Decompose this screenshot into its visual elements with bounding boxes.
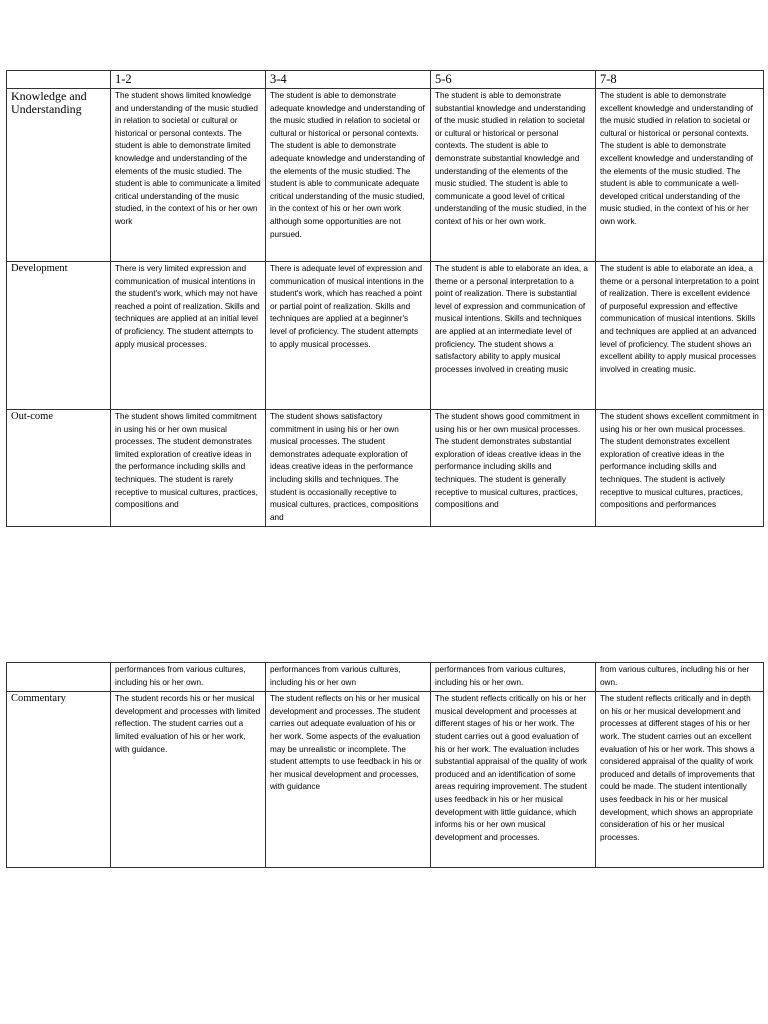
table-cell: The student reflects on his or her musical development and processes. The student carries out adequate evaluation of his or her work. Some aspects of the evaluation may be unrealistic or incomplete. The student attempts to use feedback in his or her musical development and processes, with guidance	[266, 692, 431, 868]
header-corner-cell	[7, 71, 111, 89]
rubric-table-continued	[6, 662, 764, 868]
table-cell: The student is able to elaborate an idea, a theme or a personal interpretation to a point of realization. There is substantial level of expression and communication of musical intentions. Skills and techniques are applied at an intermediate level of proficiency. The student shows a satisfactory ability to apply musical processes involved in creating music	[431, 262, 596, 410]
row-label-outcome: Out-come	[7, 410, 111, 527]
table-cell: There is very limited expression and communication of musical intentions in the student's work, which may not have reached a point of realization. Skills and techniques are applied at an initial level of proficiency. The student attempts to apply musical processes.	[111, 262, 266, 410]
column-header-5-6: 5-6	[431, 71, 596, 89]
table-cell: The student is able to demonstrate substantial knowledge and understanding of the music studied in relation to societal or cultural or historical or personal contexts. The student is able to demonstrate substantial knowledge and understanding of the elements of the music studied. The student is able to communicate a good level of critical understanding of the music studied, in the context of his or her own work.	[431, 89, 596, 262]
table-cell: There is adequate level of expression and communication of musical intentions in the student's work, which has reached a point or partial point of realization. Skills and techniques are applied at a beginner's level of proficiency. The student attempts to apply musical processes.	[266, 262, 431, 410]
row-label-development: Development	[7, 262, 111, 410]
column-header-7-8: 7-8	[596, 71, 764, 89]
table-row	[7, 89, 764, 262]
row-label-knowledge: Knowledge and Understanding	[7, 89, 111, 262]
table-cell: performances from various cultures, including his or her own.	[431, 663, 596, 692]
column-header-3-4: 3-4	[266, 71, 431, 89]
table-cell: The student shows good commitment in using his or her own musical processes. The student demonstrates substantial exploration of ideas creative ideas in the performance including skills and techniques. The student is generally receptive to musical cultures, practices, compositions and	[431, 410, 596, 527]
rubric-table-top	[6, 70, 764, 527]
table-cell: performances from various cultures, including his or her own.	[111, 663, 266, 692]
table-cell: The student records his or her musical development and processes with limited reflection. The student carries out a limited evaluation of his or her work, with guidance.	[111, 692, 266, 868]
table-cell: performances from various cultures, including his or her own	[266, 663, 431, 692]
table-cell: The student reflects critically on his or her musical development and processes at different stages of his or her work. The student carries out a good evaluation of his or her work. The evaluation includes substantial appraisal of the quality of work produced and an identification of some areas requiring improvement. The student uses feedback in his or her musical development with little guidance, which informs his or her own musical development and processes.	[431, 692, 596, 868]
row-label-continued	[7, 663, 111, 692]
table-row	[7, 410, 764, 527]
table-row	[7, 692, 764, 868]
table-cell: The student shows satisfactory commitment in using his or her own musical processes. The student demonstrates adequate exploration of ideas creative ideas in the performance including skills and techniques. The student is occasionally receptive to musical cultures, practices, compositions and	[266, 410, 431, 527]
table-cell: The student shows limited knowledge and understanding of the music studied in relation to societal or cultural or historical or personal contexts. The student is able to demonstrate limited knowledge and understanding of the elements of the music studied. The student is able to communicate a limited critical understanding of the music studied, in the context of his or her own work	[111, 89, 266, 262]
table-row	[7, 663, 764, 692]
table-cell: The student shows limited commitment in using his or her own musical processes. The student demonstrates limited exploration of creative ideas in the performance including skills and techniques. The student is rarely receptive to musical cultures, practices, compositions and	[111, 410, 266, 527]
table-cell: The student is able to elaborate an idea, a theme or a personal interpretation to a point of realization. There is excellent evidence of purposeful expression and effective communication of musical intentions. Skills and techniques are applied at an advanced level of proficiency. The student shows an excellent ability to apply musical processes involved in creating music.	[596, 262, 764, 410]
column-header-1-2: 1-2	[111, 71, 266, 89]
row-label-commentary: Commentary	[7, 692, 111, 868]
table-row	[7, 262, 764, 410]
table-cell: The student is able to demonstrate excellent knowledge and understanding of the music studied in relation to societal or cultural or historical or personal contexts. The student is able to demonstrate excellent knowledge and understanding of the elements of the music studied. The student is able to communicate a well-developed critical understanding of the music studied, in the context of his or her own work.	[596, 89, 764, 262]
table-cell: The student reflects critically and in depth on his or her musical development and processes at different stages of his or her work. The student carries out an excellent evaluation of his or her work. This shows a considered appraisal of the quality of work produced and details of improvements that could be made. The student intentionally uses feedback in his or her musical development, which shows an appropriate consideration of his or her musical processes.	[596, 692, 764, 868]
table-cell: The student is able to demonstrate adequate knowledge and understanding of the music studied in relation to societal or cultural or historical or personal contexts. The student is able to demonstrate adequate knowledge and understanding of the elements of the music studied. The student is able to communicate adequate critical understanding of the music studied, in the context of his or her own work although some opportunities are not pursued.	[266, 89, 431, 262]
table-cell: from various cultures, including his or her own.	[596, 663, 764, 692]
table-cell: The student shows excellent commitment in using his or her own musical processes. The student demonstrates excellent exploration of creative ideas in the performance including skills and techniques. The student is actively receptive to musical cultures, practices, compositions and performances	[596, 410, 764, 527]
table-header-row	[7, 71, 764, 89]
